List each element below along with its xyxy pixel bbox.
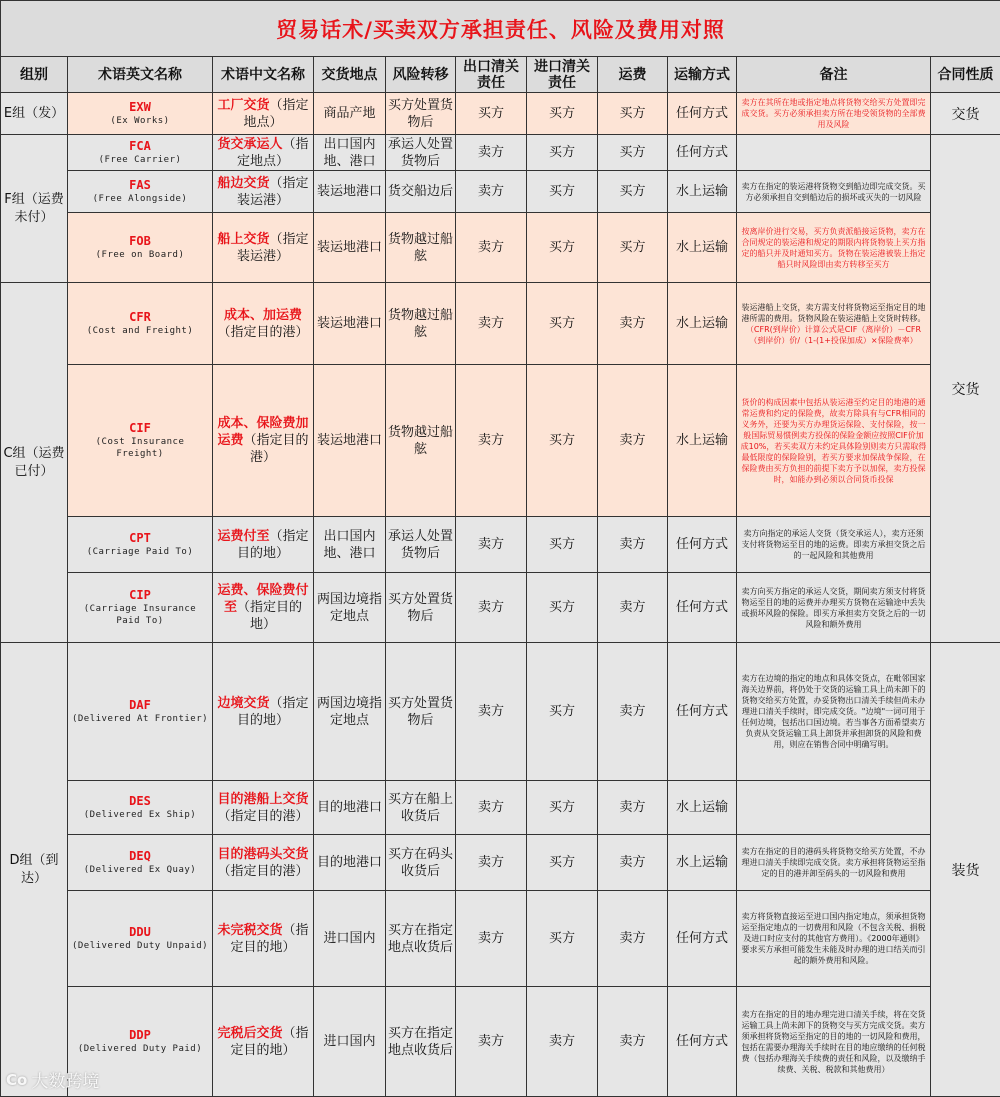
delivery-cell: 装运地港口 (314, 213, 386, 283)
term-chinese-cell (213, 283, 314, 365)
table-row (1, 781, 1000, 835)
transport-cell: 任何方式 (668, 987, 737, 1097)
transport-cell: 任何方式 (668, 93, 737, 135)
term-abbr: DAF (70, 698, 210, 713)
note-text-highlight: 货价的构成因素中包括从装运港至约定目的地港的通常运费和约定的保险费，故卖方除具有与CFR相同的义务外，还要为买方办理货运保险、支付保险，按一般国际贸易惯例卖方投保的保险金额应按照CIF价加成10%，若买卖双方未约定具体险别则卖方只需取得最低限度的保险险别，若买方要求加保战争保险，在保险费由买方负担的前提下卖方予以加保，卖方投保时，如能办到必须以合同货币投保 (741, 398, 927, 484)
header-group: 组别 (1, 57, 68, 93)
term-english-cell (68, 517, 213, 573)
table-row (1, 987, 1000, 1097)
delivery-cell: 出口国内地、港口 (314, 517, 386, 573)
delivery-cell: 出口国内地、港口 (314, 135, 386, 171)
freight-cell: 卖方 (598, 517, 668, 573)
term-chinese-name: 运费付至 (217, 529, 269, 544)
header-zh: 术语中文名称 (213, 57, 314, 93)
risk-cell: 货物越过船舷 (386, 365, 456, 517)
import-cell: 买方 (527, 573, 598, 643)
term-abbr: FOB (70, 234, 210, 249)
risk-cell: 买方在指定地点收货后 (386, 891, 456, 987)
term-abbr: FCA (70, 139, 210, 154)
risk-cell: 买方处置货物后 (386, 93, 456, 135)
term-chinese-place: （指定地点） (243, 98, 308, 130)
note-text: 卖方在指定的装运港将货物交到船边即完成交货。买方必须承担自交到船边后的损坏或灭失的一切风险 (742, 182, 926, 202)
note-text-highlight: 按离岸价进行交易，买方负责派船接运货物，卖方在合同规定的装运港和规定的期限内将货物装上买方指定的船只并及时通知买方。货物在装运港被装上指定船只时风险即由卖方转移至买方 (742, 227, 926, 269)
header-eng: 术语英文名称 (68, 57, 213, 93)
term-chinese-name: 船上交货 (217, 232, 269, 247)
export-cell: 卖方 (456, 171, 527, 213)
note-cell (737, 93, 931, 135)
export-cell: 卖方 (456, 135, 527, 171)
risk-cell: 买方在指定地点收货后 (386, 987, 456, 1097)
transport-cell: 水上运输 (668, 781, 737, 835)
term-english-cell (68, 891, 213, 987)
table-row (1, 517, 1000, 573)
term-chinese-name: 边境交货 (217, 696, 269, 711)
term-chinese-cell (213, 135, 314, 171)
note-text-highlight: 卖方在其所在地或指定地点将货物交给买方处置即完成交货。买方必须承担卖方所在地受领货物的全部费用及风险 (742, 98, 926, 129)
note-cell (737, 171, 931, 213)
term-chinese-place: （指定目的港） (217, 864, 308, 879)
term-chinese-place: （指定装运港） (237, 176, 309, 208)
header-nature: 合同性质 (931, 57, 1000, 93)
term-chinese-cell (213, 781, 314, 835)
contract-nature-cell: 交货 (931, 93, 1000, 135)
term-english-cell (68, 643, 213, 781)
table-row (1, 171, 1000, 213)
note-cell (737, 365, 931, 517)
transport-cell: 水上运输 (668, 365, 737, 517)
term-abbr: DDU (70, 925, 210, 940)
term-chinese-name: 成本、保险费加运费 (217, 416, 308, 448)
term-abbr: CFR (70, 310, 210, 325)
risk-cell: 货物越过船舷 (386, 213, 456, 283)
delivery-cell: 装运地港口 (314, 365, 386, 517)
term-full-name: (Ex Works) (70, 115, 210, 127)
table-row (1, 93, 1000, 135)
note-text: 卖方向买方指定的承运人交货，期间卖方须支付将货物运至目的地的运费并办理买方货物在运输途中丢失或损坏风险的保险。即买方承担卖方交货之后的一切风险和额外费用 (742, 587, 926, 629)
term-chinese-cell (213, 891, 314, 987)
risk-cell: 货物越过船舷 (386, 283, 456, 365)
term-chinese-place: （指定目的港） (244, 433, 309, 465)
watermark-logo-icon: Co (6, 1071, 27, 1089)
term-chinese-place: （指定地点） (237, 137, 309, 169)
term-full-name: (Free Carrier) (70, 154, 210, 166)
term-chinese-place: （指定目的地） (237, 529, 309, 561)
delivery-cell: 目的地港口 (314, 835, 386, 891)
freight-cell: 卖方 (598, 643, 668, 781)
term-english-cell (68, 365, 213, 517)
risk-cell: 买方在船上收货后 (386, 781, 456, 835)
delivery-cell: 商品产地 (314, 93, 386, 135)
term-english-cell (68, 171, 213, 213)
term-chinese-cell (213, 365, 314, 517)
transport-cell: 水上运输 (668, 283, 737, 365)
export-cell: 卖方 (456, 891, 527, 987)
page-title: 贸易话术/买卖双方承担责任、风险及费用对照 (1, 1, 1000, 57)
term-chinese-cell (213, 643, 314, 781)
term-chinese-cell (213, 171, 314, 213)
term-full-name: (Delivered Duty Unpaid) (70, 940, 210, 952)
import-cell: 买方 (527, 365, 598, 517)
group-cell: D组（到达） (1, 643, 68, 1097)
risk-cell: 买方处置货物后 (386, 573, 456, 643)
freight-cell: 卖方 (598, 365, 668, 517)
watermark (6, 1067, 99, 1092)
freight-cell: 卖方 (598, 283, 668, 365)
contract-nature-cell: 装货 (931, 643, 1000, 1097)
note-text: 卖方在边境的指定的地点和具体交货点，在毗邻国家海关边界前，将仍处于交货的运输工具上尚未卸下的货物交给买方处置，办妥货物出口清关手续但尚未办理进口清关手续时，即完成交货。"边境"一词可用于任何边境，包括出口国边境。若当事各方面希望卖方负责从交货运输工具上卸货并承担卸货的风险和费用，则应在销售合同中明确写明。 (742, 674, 926, 749)
note-cell (737, 781, 931, 835)
export-cell: 卖方 (456, 365, 527, 517)
term-full-name: (Cost Insurance Freight) (70, 436, 210, 460)
term-abbr: DEQ (70, 849, 210, 864)
term-chinese-name: 船边交货 (217, 176, 269, 191)
header-import: 进口清关责任 (527, 57, 598, 93)
term-chinese-name: 目的港船上交货 (217, 792, 308, 807)
import-cell: 买方 (527, 283, 598, 365)
risk-cell: 货交船边后 (386, 171, 456, 213)
table-row (1, 213, 1000, 283)
term-full-name: (Delivered Ex Quay) (70, 864, 210, 876)
note-text: 卖方将货物直接运至进口国内指定地点，须承担货物运至指定地点的一切费用和风险（不包含关税、捐税及进口时应支付的其他官方费用）。《2000年通则》要求买方承担可能发生未能及时办理的进口结关而引起的额外费用和风险。 (742, 912, 926, 965)
freight-cell: 卖方 (598, 891, 668, 987)
header-delivery: 交货地点 (314, 57, 386, 93)
term-chinese-name: 成本、加运费 (224, 308, 302, 323)
table-row (1, 135, 1000, 171)
note-text: 卖方在指定的目的地办理完进口清关手续，将在交货运输工具上尚未卸下的货物交与买方完成交货。卖方须承担将货物运至指定的目的地的一切风险和费用，包括在需要办理海关手续时在目的地应缴纳的任何税费（包括办理海关手续费的责任和风险，以及缴纳手续费、关税、税款和其他费用） (742, 1010, 926, 1074)
import-cell: 卖方 (527, 987, 598, 1097)
term-abbr: CIP (70, 588, 210, 603)
term-english-cell (68, 135, 213, 171)
export-cell: 卖方 (456, 517, 527, 573)
export-cell: 买方 (456, 93, 527, 135)
term-abbr: DES (70, 794, 210, 809)
term-chinese-place: （指定目的地） (230, 923, 308, 955)
contract-nature-cell: 交货 (931, 135, 1000, 643)
risk-cell: 买方在码头收货后 (386, 835, 456, 891)
note-cell (737, 891, 931, 987)
delivery-cell: 两国边境指定地点 (314, 573, 386, 643)
term-chinese-name: 未完税交货 (217, 923, 282, 938)
header-row (1, 57, 1000, 93)
term-full-name: (Delivered At Frontier) (70, 713, 210, 725)
term-chinese-place: （指定目的港） (217, 809, 308, 824)
header-freight: 运费 (598, 57, 668, 93)
freight-cell: 卖方 (598, 781, 668, 835)
term-chinese-name: 运费、保险费付至 (217, 583, 308, 615)
risk-cell: 承运人处置货物后 (386, 135, 456, 171)
import-cell: 买方 (527, 781, 598, 835)
note-cell (737, 283, 931, 365)
import-cell: 买方 (527, 835, 598, 891)
term-abbr: EXW (70, 100, 210, 115)
term-chinese-place: （指定目的地） (237, 696, 309, 728)
note-cell (737, 987, 931, 1097)
table-row (1, 643, 1000, 781)
freight-cell: 买方 (598, 171, 668, 213)
term-chinese-cell (213, 213, 314, 283)
export-cell: 卖方 (456, 213, 527, 283)
note-cell (737, 517, 931, 573)
note-cell (737, 835, 931, 891)
delivery-cell: 进口国内 (314, 987, 386, 1097)
term-abbr: CIF (70, 421, 210, 436)
term-english-cell (68, 93, 213, 135)
term-full-name: (Free Alongside) (70, 193, 210, 205)
transport-cell: 水上运输 (668, 171, 737, 213)
freight-cell: 卖方 (598, 987, 668, 1097)
term-chinese-cell (213, 573, 314, 643)
term-chinese-place: （指定装运港） (237, 232, 309, 264)
freight-cell: 买方 (598, 135, 668, 171)
term-chinese-name: 完税后交货 (217, 1026, 282, 1041)
risk-cell: 买方处置货物后 (386, 643, 456, 781)
term-chinese-cell (213, 93, 314, 135)
note-text: 装运港船上交货，卖方需支付将货物运至指定目的地港所需的费用。货物风险在装运港船上交货时转移。 (742, 303, 926, 323)
delivery-cell: 目的地港口 (314, 781, 386, 835)
note-cell (737, 643, 931, 781)
import-cell: 买方 (527, 517, 598, 573)
term-abbr: FAS (70, 178, 210, 193)
term-full-name: (Carriage Paid To) (70, 546, 210, 558)
delivery-cell: 进口国内 (314, 891, 386, 987)
import-cell: 买方 (527, 135, 598, 171)
import-cell: 买方 (527, 171, 598, 213)
transport-cell: 任何方式 (668, 517, 737, 573)
freight-cell: 买方 (598, 213, 668, 283)
freight-cell: 卖方 (598, 835, 668, 891)
group-cell: F组（运费未付） (1, 135, 68, 283)
term-english-cell (68, 573, 213, 643)
export-cell: 卖方 (456, 573, 527, 643)
note-cell (737, 573, 931, 643)
term-chinese-place: （指定目的地） (237, 600, 302, 632)
term-chinese-name: 工厂交货 (217, 98, 269, 113)
risk-cell: 承运人处置货物后 (386, 517, 456, 573)
term-english-cell (68, 835, 213, 891)
term-abbr: DDP (70, 1028, 210, 1043)
term-chinese-name: 目的港码头交货 (217, 847, 308, 862)
note-cell (737, 213, 931, 283)
watermark-text: 大数跨境 (31, 1067, 99, 1092)
term-chinese-cell (213, 987, 314, 1097)
freight-cell: 卖方 (598, 573, 668, 643)
transport-cell: 任何方式 (668, 573, 737, 643)
table-row (1, 283, 1000, 365)
term-full-name: (Free on Board) (70, 249, 210, 261)
table-row (1, 835, 1000, 891)
header-transport: 运输方式 (668, 57, 737, 93)
transport-cell: 水上运输 (668, 835, 737, 891)
transport-cell: 任何方式 (668, 135, 737, 171)
transport-cell: 水上运输 (668, 213, 737, 283)
term-english-cell (68, 213, 213, 283)
term-full-name: (Delivered Ex Ship) (70, 809, 210, 821)
term-english-cell (68, 781, 213, 835)
header-export: 出口清关责任 (456, 57, 527, 93)
note-text: 卖方在指定的目的港码头将货物交给买方处置，不办理进口清关手续即完成交货。卖方承担将货物运至指定的目的港并卸至码头的一切风险和费用 (742, 847, 926, 878)
delivery-cell: 两国边境指定地点 (314, 643, 386, 781)
term-english-cell (68, 283, 213, 365)
header-note: 备注 (737, 57, 931, 93)
export-cell: 卖方 (456, 283, 527, 365)
group-cell: E组（发） (1, 93, 68, 135)
note-text: 卖方向指定的承运人交货（货交承运人），卖方还须支付将货物运至目的地的运费。即卖方承担交货之后的一起风险和其他费用 (742, 529, 926, 560)
term-full-name: (Delivered Duty Paid) (70, 1043, 210, 1055)
export-cell: 卖方 (456, 835, 527, 891)
table-row (1, 891, 1000, 987)
delivery-cell: 装运地港口 (314, 171, 386, 213)
delivery-cell: 装运地港口 (314, 283, 386, 365)
term-chinese-cell (213, 517, 314, 573)
term-full-name: (Carriage Insurance Paid To) (70, 603, 210, 627)
transport-cell: 任何方式 (668, 891, 737, 987)
export-cell: 卖方 (456, 781, 527, 835)
import-cell: 买方 (527, 891, 598, 987)
table-row (1, 365, 1000, 517)
import-cell: 买方 (527, 643, 598, 781)
group-cell: C组（运费已付） (1, 283, 68, 643)
transport-cell: 任何方式 (668, 643, 737, 781)
export-cell: 卖方 (456, 643, 527, 781)
term-abbr: CPT (70, 531, 210, 546)
term-chinese-cell (213, 835, 314, 891)
title-row (1, 1, 1000, 57)
note-text-highlight: （CFR(到岸价）计算公式是CIF（离岸价）－CFR（到岸价）价/（1-(1+投保加成）×保险费率） (746, 325, 921, 345)
note-cell (737, 135, 931, 171)
import-cell: 买方 (527, 93, 598, 135)
header-risk: 风险转移 (386, 57, 456, 93)
table-row (1, 573, 1000, 643)
export-cell: 卖方 (456, 987, 527, 1097)
freight-cell: 买方 (598, 93, 668, 135)
term-full-name: (Cost and Freight) (70, 325, 210, 337)
import-cell: 买方 (527, 213, 598, 283)
term-chinese-place: （指定目的港） (217, 325, 308, 340)
term-chinese-name: 货交承运人 (217, 137, 282, 152)
term-chinese-place: （指定目的地） (230, 1026, 308, 1058)
